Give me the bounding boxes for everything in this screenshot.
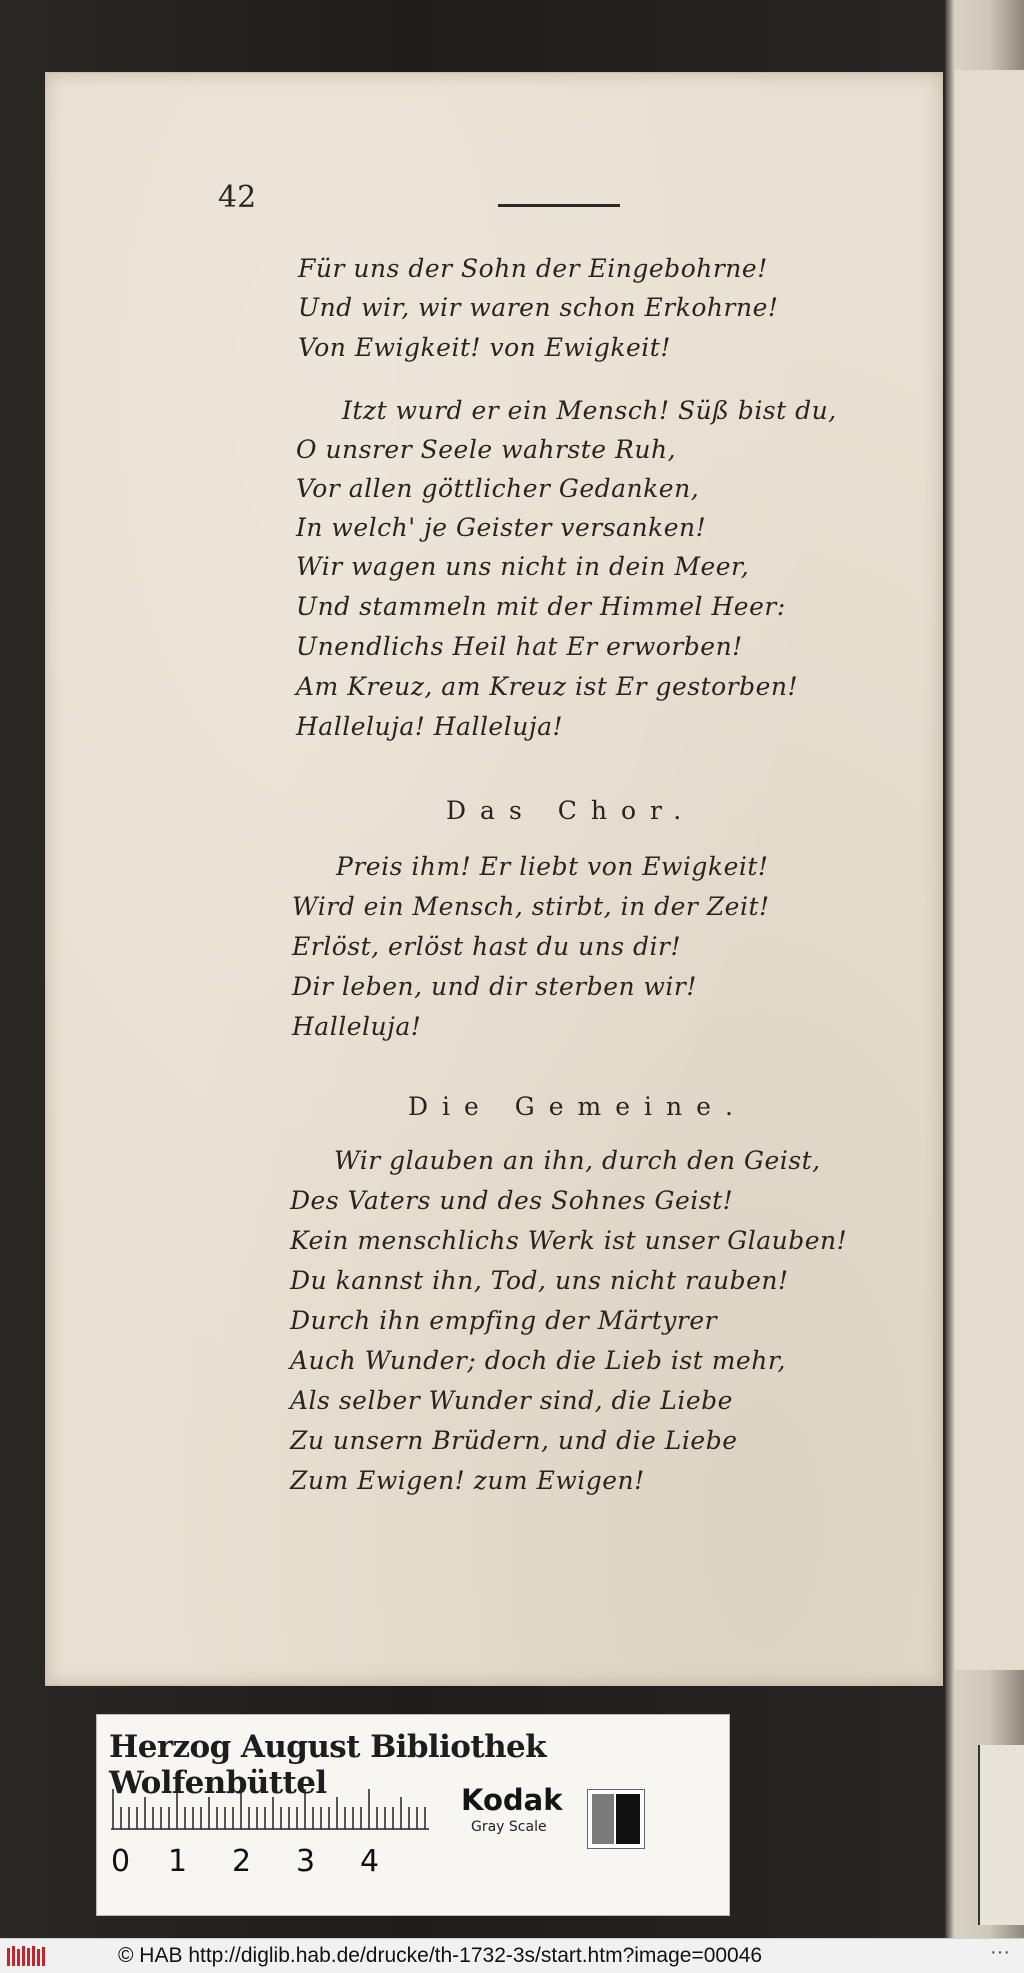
verse-line: Des Vaters und des Sohnes Geist!: [290, 1186, 734, 1215]
verse-line: Vor allen göttlicher Gedanken,: [296, 474, 700, 503]
verse-line: Preis ihm! Er liebt von Ewigkeit!: [336, 852, 769, 881]
gray-scale-label: Gray Scale: [471, 1819, 547, 1835]
verse-line: Erlöst, erlöst hast du uns dir!: [292, 932, 681, 961]
verse-line: Wir wagen uns nicht in dein Meer,: [296, 552, 750, 581]
verse-line: Für uns der Sohn der Eingebohrne!: [298, 254, 768, 283]
scale-number: 4: [360, 1844, 380, 1879]
verse-line: Durch ihn empfing der Märtyrer: [290, 1306, 718, 1335]
verse-line: Am Kreuz, am Kreuz ist Er gestorben!: [296, 672, 799, 701]
more-menu-button[interactable]: ···: [990, 1941, 1010, 1963]
black-patch: [616, 1794, 640, 1844]
scale-number: 2: [232, 1844, 252, 1879]
verse-line: Wird ein Mensch, stirbt, in der Zeit!: [292, 892, 770, 921]
verse-line: In welch' je Geister versanken!: [296, 513, 707, 542]
scale-number: 0: [111, 1844, 131, 1879]
verse-line: Von Ewigkeit! von Ewigkeit!: [298, 333, 671, 362]
verse-line: Unendlichs Heil hat Er erworben!: [296, 632, 743, 661]
adjacent-page: [955, 70, 1024, 1670]
section-heading-chor: Das Chor.: [446, 796, 696, 825]
scale-number: 1: [168, 1844, 188, 1879]
scale-ruler: [111, 1789, 431, 1879]
verse-line: Kein menschlichs Werk ist unser Glauben!: [290, 1226, 848, 1255]
page-number: 42: [218, 180, 257, 215]
verse-line: Wir glauben an ihn, durch den Geist,: [334, 1146, 821, 1175]
gray-patch: [592, 1794, 614, 1844]
kodak-brand: Kodak: [461, 1783, 563, 1817]
verse-line: Dir leben, und dir sterben wir!: [292, 972, 697, 1001]
hab-logo-icon: [6, 1944, 46, 1968]
verse-line: Zu unsern Brüdern, und die Liebe: [290, 1426, 738, 1455]
color-target-card: [96, 1714, 730, 1916]
verse-line: Und stammeln mit der Himmel Heer:: [296, 592, 786, 621]
verse-line: Zum Ewigen! zum Ewigen!: [290, 1466, 645, 1495]
copyright-url: © HAB http://diglib.hab.de/drucke/th-1732-3s/start.htm?image=00046: [118, 1944, 763, 1967]
verse-line: Und wir, wir waren schon Erkohrne!: [298, 293, 779, 322]
status-bar: [0, 1938, 1024, 1973]
header-rule: [498, 204, 620, 207]
section-heading-gemeine: Die Gemeine.: [408, 1092, 747, 1121]
edge-label: [978, 1745, 1024, 1925]
verse-line: Itzt wurd er ein Mensch! Süß bist du,: [342, 396, 837, 425]
scale-number: 3: [296, 1844, 316, 1879]
verse-line: Halleluja!: [292, 1012, 422, 1041]
verse-line: Als selber Wunder sind, die Liebe: [290, 1386, 733, 1415]
verse-line: Du kannst ihn, Tod, uns nicht rauben!: [290, 1266, 789, 1295]
verse-line: Auch Wunder; doch die Lieb ist mehr,: [290, 1346, 786, 1375]
gray-scale-swatch: [587, 1789, 645, 1849]
verse-line: O unsrer Seele wahrste Ruh,: [296, 435, 677, 464]
verse-line: Halleluja! Halleluja!: [296, 712, 564, 741]
library-name: Herzog August Bibliothek Wolfenbüttel: [109, 1729, 547, 1801]
